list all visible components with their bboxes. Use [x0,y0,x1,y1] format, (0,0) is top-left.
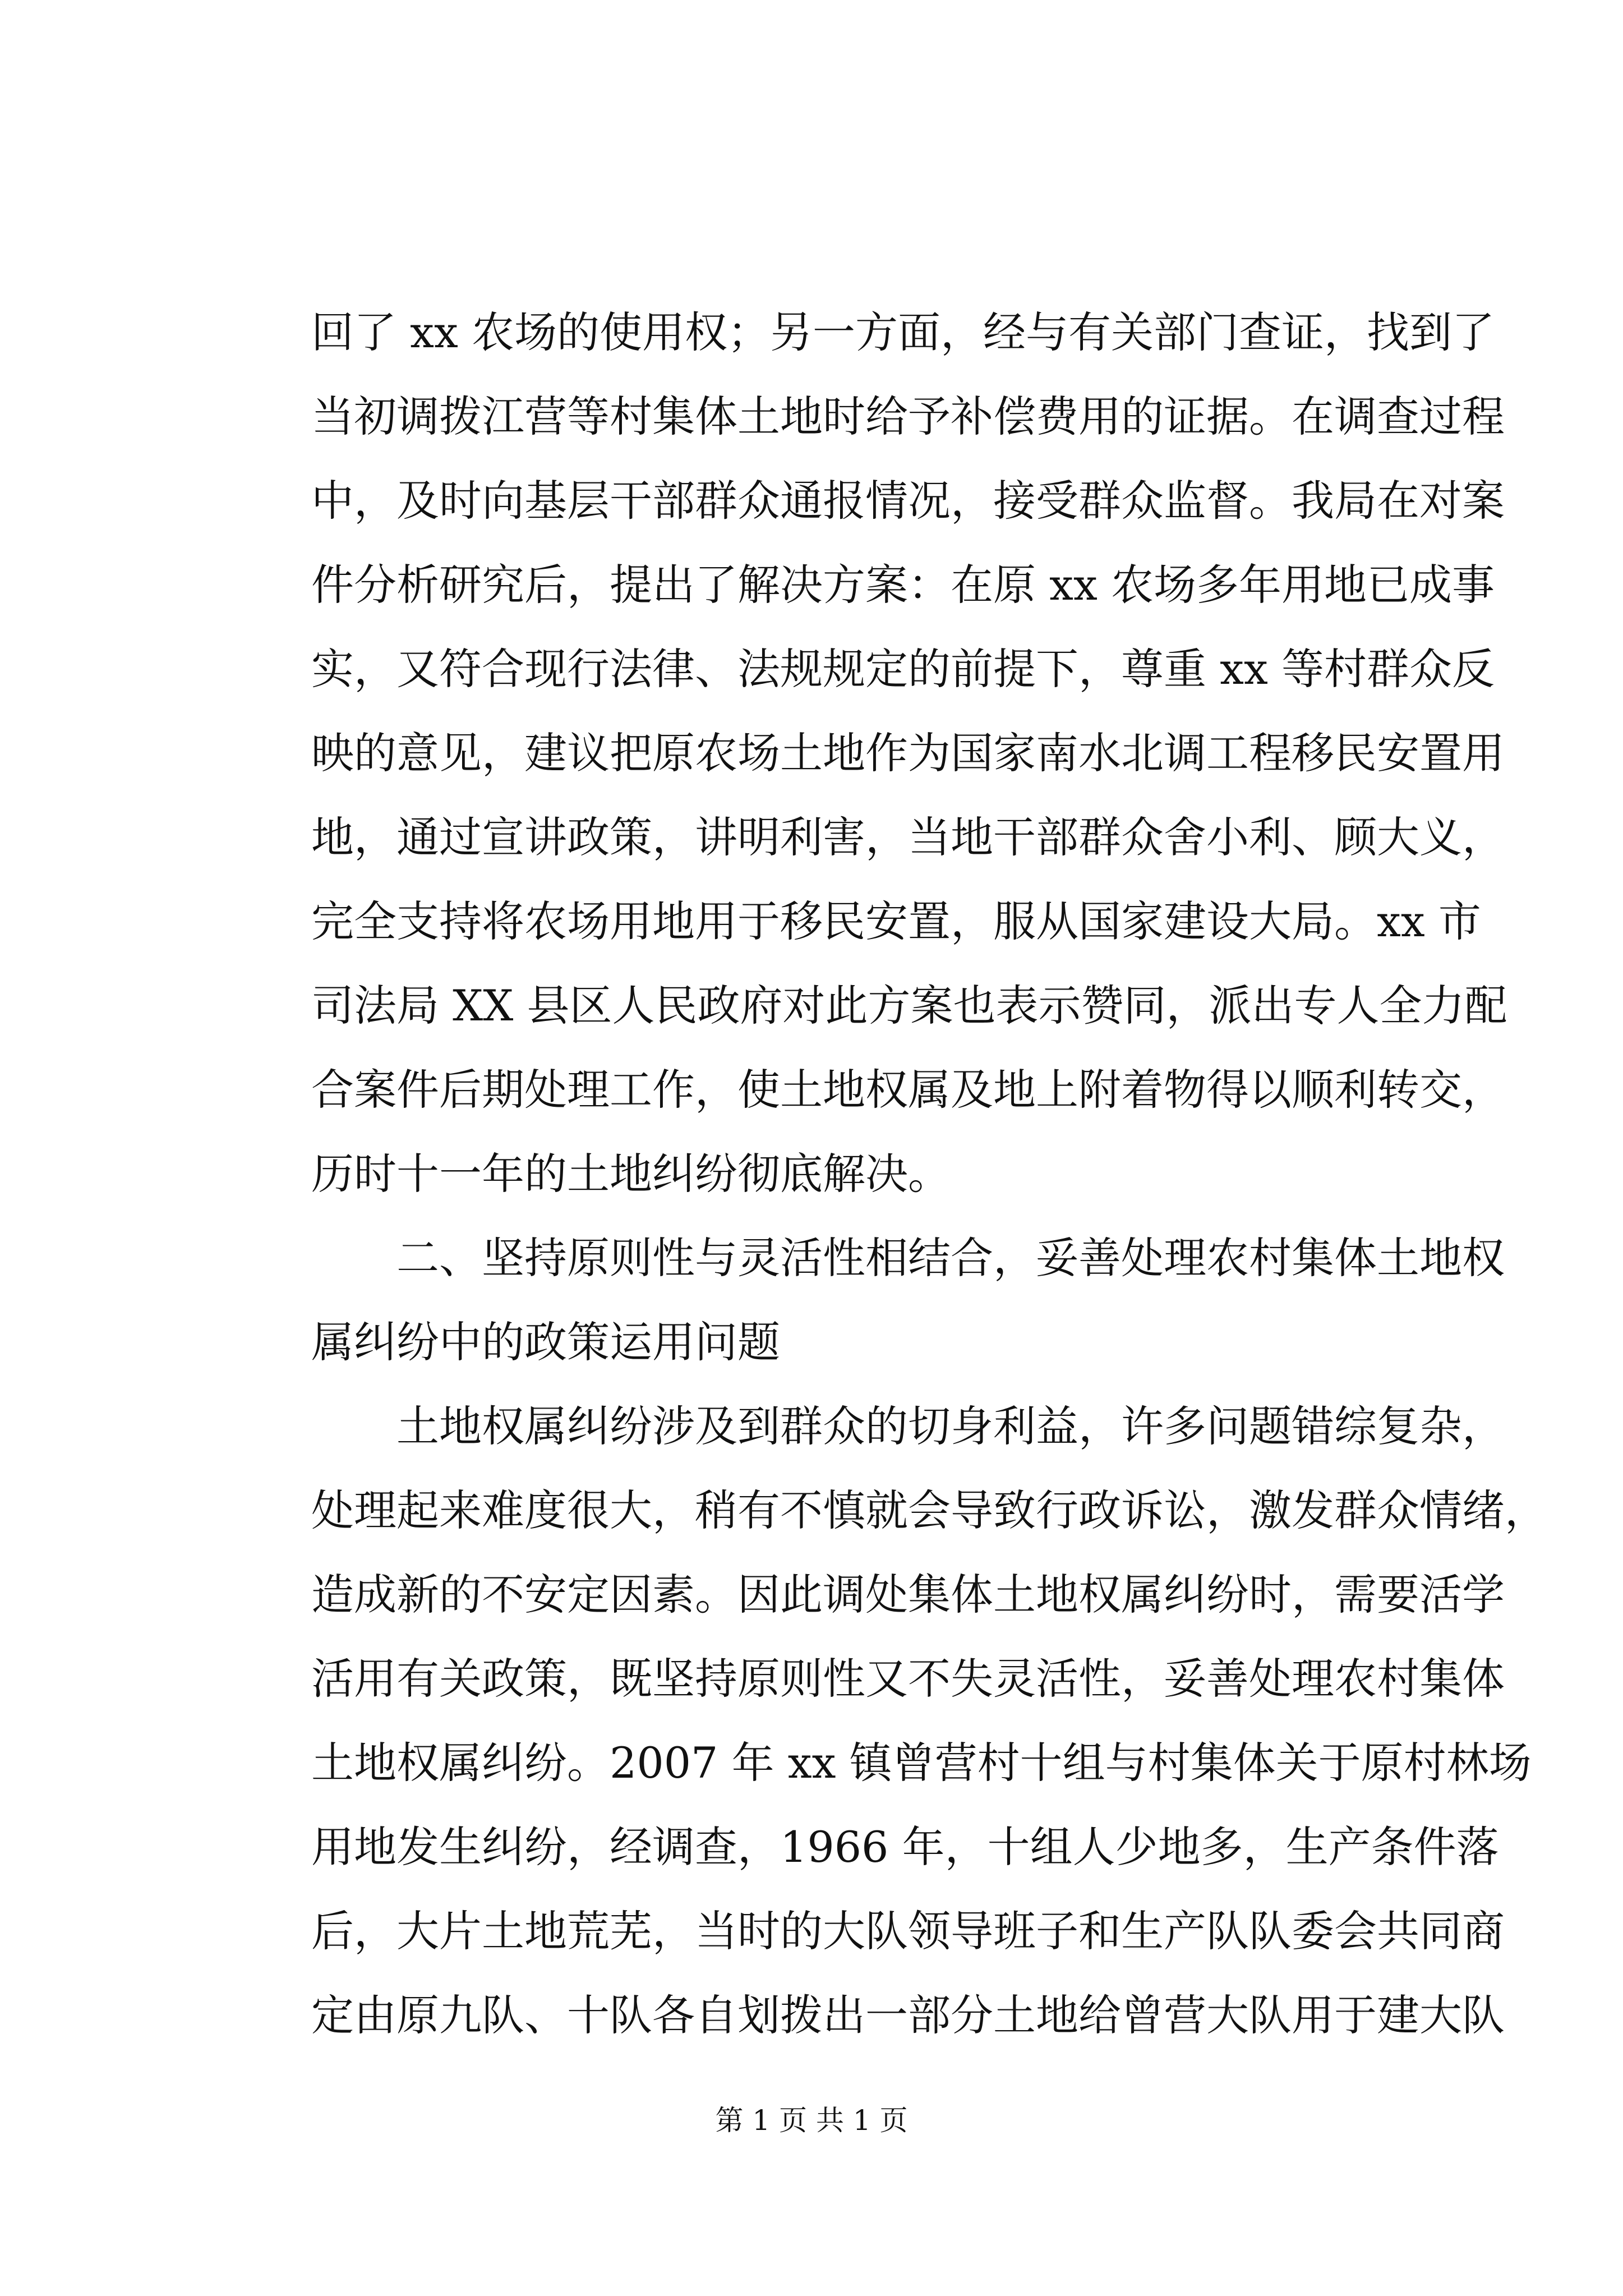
text-line: 用地发生纠纷，经调查，1966 年，十组人少地多，生产条件落 [311,1822,1499,1872]
text-line: 件分析研究后，提出了解决方案：在原 xx 农场多年用地已成事 [311,560,1495,610]
text-line: 处理起来难度很大，稍有不慎就会导致行政诉讼，激发群众情绪， [311,1485,1547,1535]
text-line: 回了 xx 农场的使用权；另一方面，经与有关部门查证，找到了 [311,307,1495,357]
text-line: 实，又符合现行法律、法规规定的前提下，尊重 xx 等村群众反 [311,644,1495,694]
text-line: 中，及时向基层干部群众通报情况，接受群众监督。我局在对案 [311,476,1505,526]
page-footer: 第 1 页 共 1 页 [715,2104,908,2137]
text-line: 当初调拨江营等村集体土地时给予补偿费用的证据。在调查过程 [311,392,1505,441]
text-line: 土地权属纠纷涉及到群众的切身利益，许多问题错综复杂， [396,1401,1505,1451]
text-line: 完全支持将农场用地用于移民安置，服从国家建设大局。xx 市 [311,896,1481,946]
text-line: 地，通过宣讲政策，讲明利害，当地干部群众舍小利、顾大义， [311,812,1505,862]
text-line: 历时十一年的土地纠纷彻底解决。 [311,1149,951,1199]
text-line: 活用有关政策，既坚持原则性又不失灵活性，妥善处理农村集体 [311,1654,1505,1704]
text-line: 土地权属纠纷。2007 年 xx 镇曾营村十组与村集体关于原村林场 [311,1738,1532,1788]
text-line: 定由原九队、十队各自划拨出一部分土地给曾营大队用于建大队 [311,1990,1505,2040]
document-body [311,291,1547,2058]
section-heading-line: 二、坚持原则性与灵活性相结合，妥善处理农村集体土地权 [396,1233,1505,1283]
text-line: 造成新的不安定因素。因此调处集体土地权属纠纷时，需要活学 [311,1570,1505,1619]
section-heading-line: 属纠纷中的政策运用问题 [311,1317,780,1367]
text-line: 合案件后期处理工作，使土地权属及地上附着物得以顺利转交， [311,1065,1505,1115]
text-line: 映的意见，建议把原农场土地作为国家南水北调工程移民安置用 [311,728,1505,778]
text-line: 后，大片土地荒芜，当时的大队领导班子和生产队队委会共同商 [311,1906,1505,1956]
text-line: 司法局 XX 县区人民政府对此方案也表示赞同，派出专人全力配 [311,981,1507,1030]
